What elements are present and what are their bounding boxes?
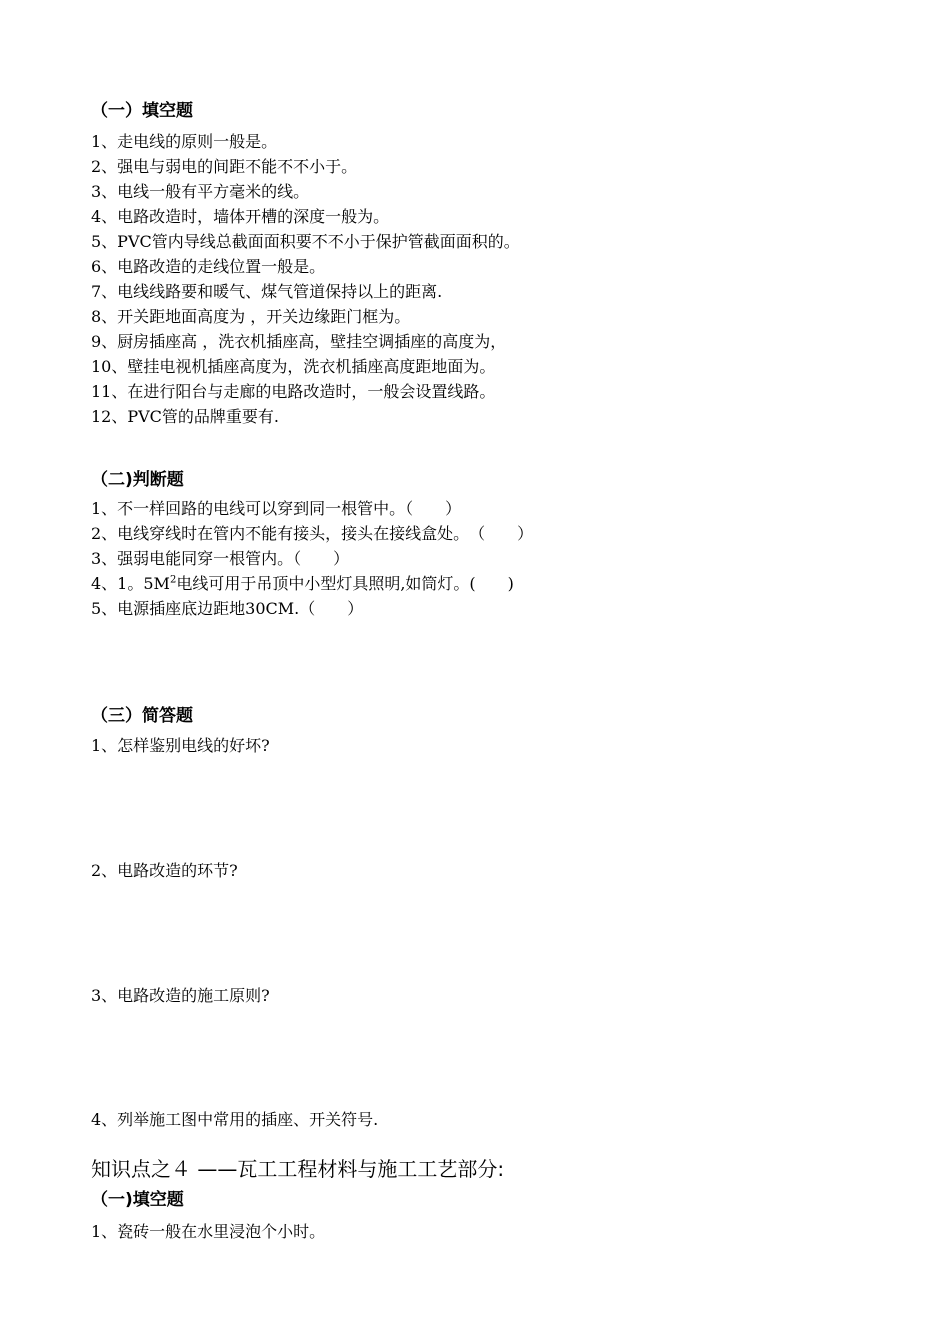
- short-item-1: 1、怎样鉴别电线的好坏?: [91, 736, 270, 755]
- fill-item-8: 8、开关距地面高度为 ，开关边缘距门框为。: [91, 307, 411, 326]
- fill-item-9: 9、厨房插座高 ，洗衣机插座高，壁挂空调插座的高度为，: [91, 332, 507, 351]
- short-item-3: 3、电路改造的施工原则?: [91, 986, 270, 1005]
- fill-item-2: 2、强电与弱电的间距不能不不小于。: [91, 157, 358, 176]
- knowledge-point-4-subtitle: （一)填空题: [91, 1190, 184, 1210]
- judge-item-4: [91, 573, 514, 595]
- judge-item-2: 2、电线穿线时在管内不能有接头，接头在接线盒处。 （ ）: [91, 524, 534, 543]
- fill-item-11: 11、在进行阳台与走廊的电路改造时，一般会设置线路。: [91, 382, 496, 401]
- fill-item-6: 6、电路改造的走线位置一般是。: [91, 257, 326, 276]
- knowledge-point-4-title: 知识点之４ ——瓦工工程材料与施工工艺部分:: [91, 1157, 505, 1181]
- fill-item-3: 3、电线一般有平方毫米的线。: [91, 182, 310, 201]
- section-fill-title: （一）填空题: [91, 101, 193, 121]
- judge-item-4-rest: 电线可用于吊顶中小型灯具照明,如筒灯。( ): [176, 574, 514, 593]
- fill-item-7: 7、电线线路要和暖气、煤气管道保持以上的距离.: [91, 282, 443, 301]
- fill-item-12: 12、PVC管的品牌重要有.: [91, 407, 280, 426]
- judge-item-4-start: 4、1。5M: [91, 574, 170, 593]
- short-item-2: 2、电路改造的环节?: [91, 861, 238, 880]
- judge-item-4-superscript: 2: [169, 574, 177, 586]
- fill-item-5: 5、PVC管内导线总截面面积要不不小于保护管截面面积的。: [91, 232, 520, 251]
- fill-item-1: 1、走电线的原则一般是。: [91, 132, 278, 151]
- judge-item-3: 3、强弱电能同穿一根管内。（ ）: [91, 549, 350, 568]
- judge-item-1: 1、不一样回路的电线可以穿到同一根管中。（ ）: [91, 499, 462, 518]
- judge-item-5: 5、电源插座底边距地30CM.（ ）: [91, 599, 364, 618]
- short-item-4: 4、列举施工图中常用的插座、开关符号.: [91, 1110, 379, 1129]
- knowledge-point-4-item-1: 1、瓷砖一般在水里浸泡个小时。: [91, 1222, 326, 1241]
- fill-item-10: 10、壁挂电视机插座高度为，洗衣机插座高度距地面为。: [91, 357, 496, 376]
- section-judge-title: （二)判断题: [91, 470, 184, 490]
- fill-item-4: 4、电路改造时，墙体开槽的深度一般为。: [91, 207, 390, 226]
- section-short-title: （三）简答题: [91, 706, 193, 726]
